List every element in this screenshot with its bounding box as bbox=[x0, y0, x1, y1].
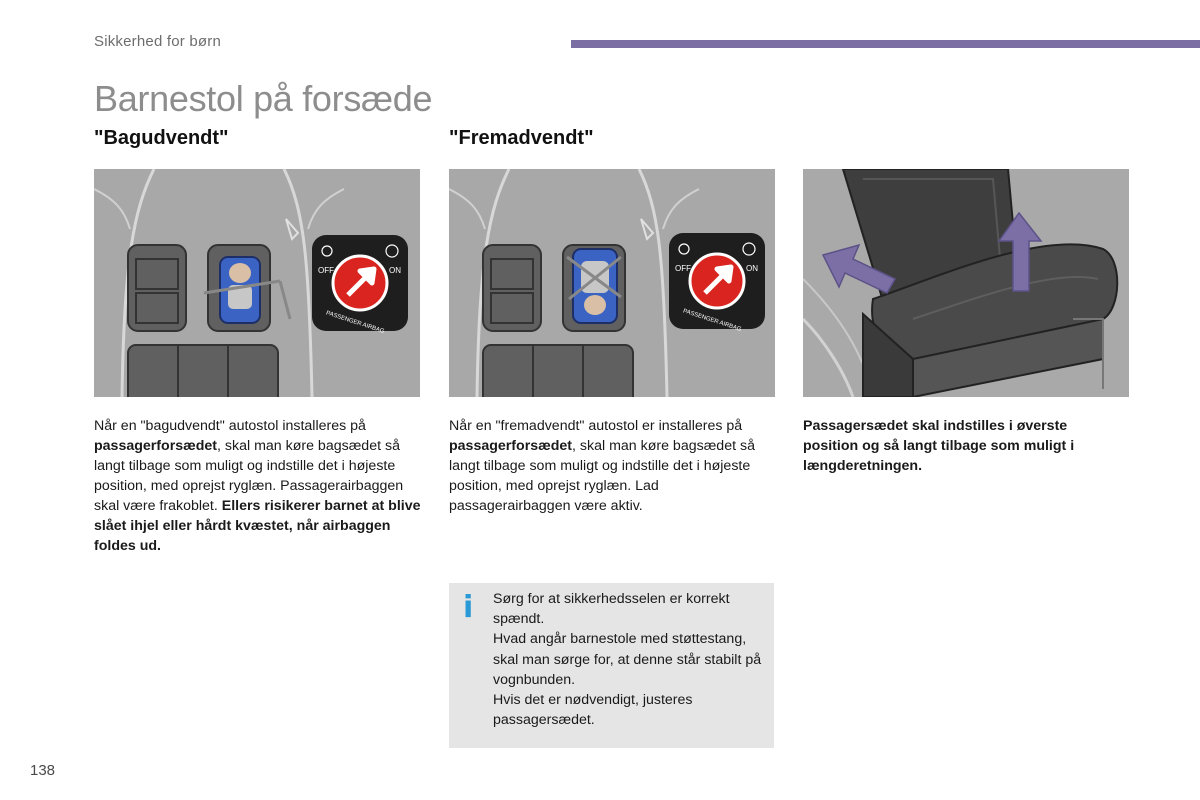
switch-ring-label: PASSENGER AIRBAG bbox=[682, 308, 742, 333]
text-run-bold: passagerforsædet bbox=[449, 438, 573, 454]
page-number: 138 bbox=[30, 762, 56, 779]
info-line: Sørg for at sikkerhedsselen er korrekt spændt. bbox=[493, 591, 730, 628]
switch-off-label: OFF bbox=[675, 264, 691, 273]
text-run-bold: Ellers risikerer barnet at blive slået ihjel eller hårdt kvæstet, når airbaggen foldes ud. bbox=[94, 498, 421, 554]
switch-on-label: ON bbox=[746, 264, 758, 273]
paragraph-forward-facing bbox=[449, 416, 779, 516]
section-label: Sikkerhed for børn bbox=[94, 33, 221, 50]
info-icon: i bbox=[463, 590, 474, 625]
paragraph-rear-facing bbox=[94, 416, 424, 556]
info-text bbox=[493, 589, 763, 730]
paragraph-seat-adjustment: Passagersædet skal indstilles i øverste position og så langt tilbage som muligt i længderetningen. bbox=[803, 418, 1075, 474]
info-box bbox=[449, 583, 774, 748]
switch-ring-label: PASSENGER AIRBAG bbox=[325, 310, 385, 335]
heading-forward-facing: "Fremadvendt" bbox=[449, 127, 594, 149]
heading-rear-facing: "Bagudvendt" bbox=[94, 127, 229, 149]
text-run: , skal man køre bagsædet så langt tilbage som muligt og indstille det i højeste position, med oprejst ryglæn. Lad passagerairbaggen være aktiv. bbox=[449, 438, 755, 514]
header-accent-bar bbox=[571, 40, 1200, 48]
page-title: Barnestol på forsæde bbox=[94, 78, 433, 119]
info-line: Hvis det er nødvendigt, justeres passagersædet. bbox=[493, 692, 693, 729]
text-run-bold: passagerforsædet bbox=[94, 438, 218, 454]
figure-seat-adjustment bbox=[803, 169, 1129, 397]
switch-on-label: ON bbox=[389, 266, 401, 275]
text-run: Når en "bagudvendt" autostol installeres på bbox=[94, 418, 366, 434]
info-line: Hvad angår barnestole med støttestang, skal man sørge for, at denne står stabilt på vognbunden. bbox=[493, 631, 762, 688]
text-run: , skal man køre bagsædet så langt tilbage som muligt og indstille det i højeste position, med oprejst ryglæn. Passagerairbaggen skal være frakoblet. bbox=[94, 438, 404, 514]
figure-forward-facing bbox=[449, 169, 775, 397]
text-run: Når en "fremadvendt" autostol er installeres på bbox=[449, 418, 743, 434]
switch-off-label: OFF bbox=[318, 266, 334, 275]
figure-rear-facing bbox=[94, 169, 420, 397]
